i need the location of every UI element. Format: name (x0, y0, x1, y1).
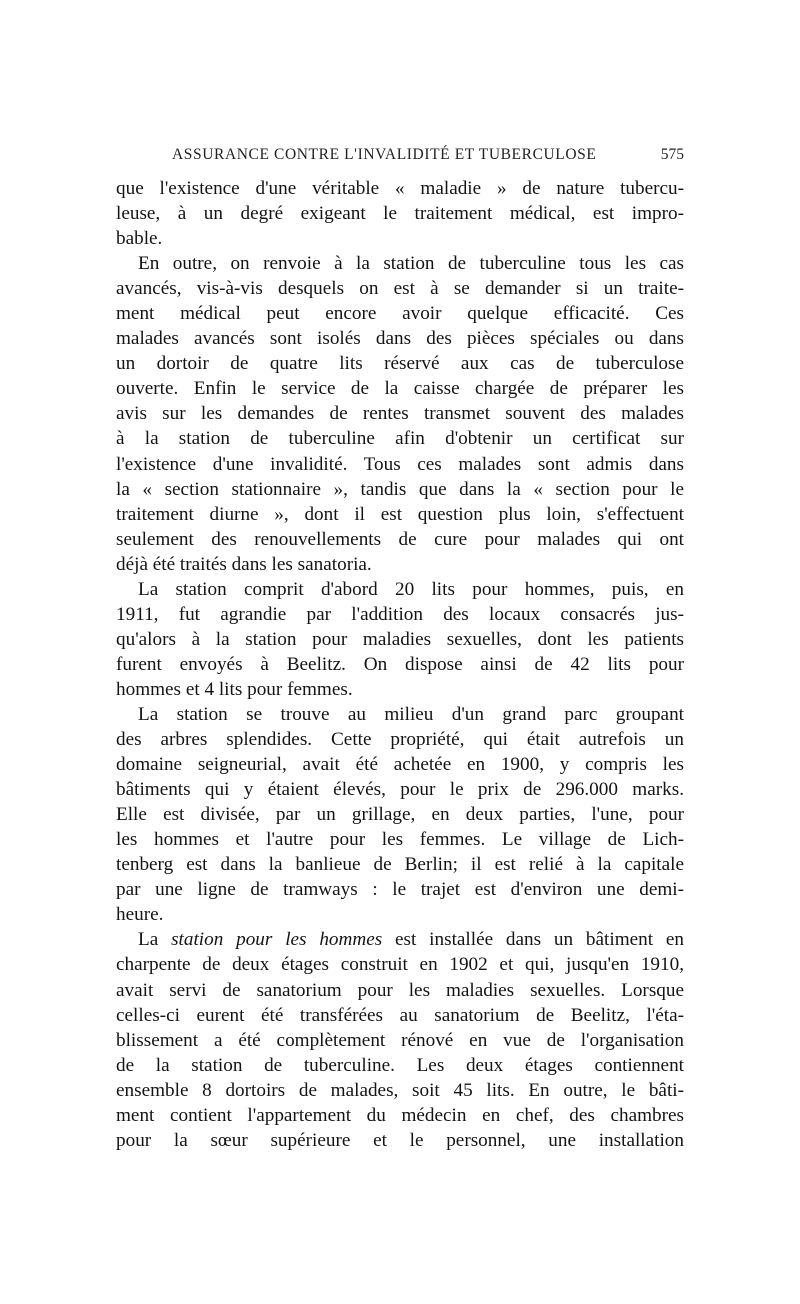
paragraph-4 (116, 702, 684, 927)
text-line: La station se trouve au milieu d'un grand parc groupant (138, 703, 684, 725)
text-line: l'existence d'une invalidité. Tous ces malades sont admis dans (116, 453, 684, 475)
text-line: Elle est divisée, par un grillage, en deux parties, l'une, pour (116, 804, 684, 826)
text-line: les hommes et l'autre pour les femmes. Le village de Lich- (116, 829, 684, 851)
text-line: des arbres splendides. Cette propriété, qui était autrefois un (116, 729, 684, 751)
paragraph-5 (116, 927, 684, 1152)
text-line: tenberg est dans la banlieue de Berlin; il est relié à la capitale (116, 854, 684, 876)
text-line: heure. (116, 904, 164, 926)
running-head: ASSURANCE CONTRE L'INVALIDITÉ ET TUBERCULOSE (172, 146, 597, 163)
italic-phrase: station pour les hommes (171, 929, 383, 951)
text-line: La station comprit d'abord 20 lits pour hommes, puis, en (138, 578, 684, 600)
text-line: déjà été traités dans les sanatoria. (116, 553, 372, 575)
paragraph-3 (116, 577, 684, 702)
text-line: En outre, on renvoie à la station de tuberculine tous les cas (138, 253, 684, 275)
paragraph-1 (116, 176, 684, 251)
text-line: avait servi de sanatorium pour les maladies sexuelles. Lorsque (116, 979, 684, 1001)
text-line: que l'existence d'une véritable « maladie » de nature tubercu- (116, 178, 684, 199)
text-line: malades avancés sont isolés dans des pièces spéciales ou dans (116, 328, 684, 350)
text-line-italic-lead: La station pour les hommes est installée dans un bâtiment en (138, 929, 684, 951)
text-line: furent envoyés à Beelitz. On dispose ainsi de 42 lits pour (116, 653, 684, 675)
text-line: avancés, vis-à-vis desquels on est à se demander si un traite- (116, 278, 684, 300)
text-line: celles-ci eurent été transférées au sanatorium de Beelitz, l'éta- (116, 1004, 684, 1026)
body-text (116, 176, 684, 1153)
text-line: bâtiments qui y étaient élevés, pour le prix de 296.000 marks. (116, 779, 684, 801)
text-line: 1911, fut agrandie par l'addition des locaux consacrés jus- (116, 603, 684, 625)
text-line: bable. (116, 228, 163, 250)
page-header (116, 146, 684, 168)
text-line: ment contient l'appartement du médecin en chef, des chambres (116, 1104, 684, 1126)
text-line: un dortoir de quatre lits réservé aux cas de tuberculose (116, 353, 684, 375)
text-line: à la station de tuberculine afin d'obtenir un certificat sur (116, 428, 684, 450)
page-number: 575 (660, 146, 684, 163)
text-line: pour la sœur supérieure et le personnel, une installation (116, 1129, 684, 1151)
text-line: ment médical peut encore avoir quelque efficacité. Ces (116, 303, 684, 325)
text-line: ensemble 8 dortoirs de malades, soit 45 lits. En outre, le bâti- (116, 1079, 684, 1101)
text-line: la « section stationnaire », tandis que dans la « section pour le (116, 478, 684, 500)
text-line: par une ligne de tramways : le trajet est d'environ une demi- (116, 879, 684, 901)
text-line: traitement diurne », dont il est question plus loin, s'effectuent (116, 503, 684, 525)
text-line: seulement des renouvellements de cure pour malades qui ont (116, 528, 684, 550)
text-line: avis sur les demandes de rentes transmet souvent des malades (116, 403, 684, 425)
text-line: charpente de deux étages construit en 1902 et qui, jusqu'en 1910, (116, 954, 684, 976)
paragraph-2 (116, 251, 684, 577)
text-line: ouverte. Enfin le service de la caisse chargée de préparer les (116, 378, 684, 400)
text-line: hommes et 4 lits pour femmes. (116, 678, 353, 700)
text-line: qu'alors à la station pour maladies sexuelles, dont les patients (116, 628, 684, 650)
text-line: de la station de tuberculine. Les deux étages contiennent (116, 1054, 684, 1076)
text-line: leuse, à un degré exigeant le traitement médical, est impro- (116, 203, 684, 225)
text-line: blissement a été complètement rénové en vue de l'organisation (116, 1029, 684, 1051)
text-line: domaine seigneurial, avait été achetée en 1900, y compris les (116, 754, 684, 776)
